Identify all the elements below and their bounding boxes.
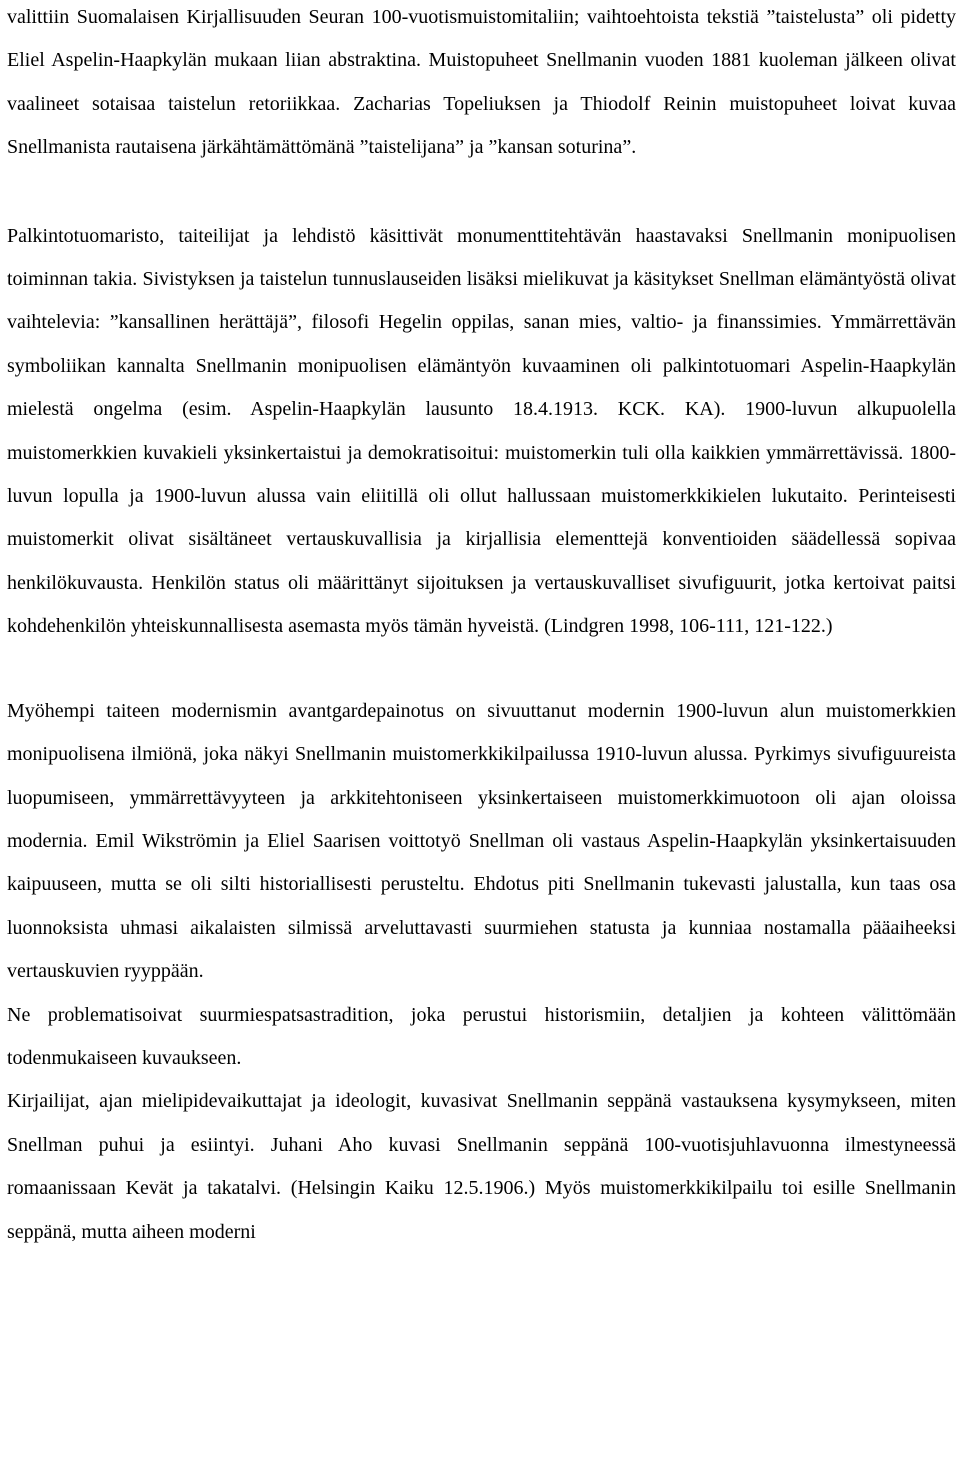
paragraph-2: Palkintotuomaristo, taiteilijat ja lehdistö käsittivät monumenttitehtävän haastavaksi Snellmanin monipuolisen toiminnan takia. Sivistyksen ja taistelun tunnuslauseiden lisäksi mielikuvat ja käsitykset Snellman elämäntyöstä olivat vaihtelevia: ”kansallinen herättäjä”, filosofi Hegelin oppilas, sanan mies, valtio- ja finanssimies. Ymmärrettävän symboliikan kannalta Snellmanin monipuolisen elämäntyön kuvaaminen oli palkintotuomari Aspelin-Haapkylän mielestä ongelma (esim. Aspelin-Haapkylän lausunto 18.4.1913. KCK. KA). 1900-luvun alkupuolella muistomerkkien kuvakieli yksinkertaistui ja demokratisoitui: muistomerkin tuli olla kaikkien ymmärrettävissä. 1800-luvun lopulla ja 1900-luvun alussa vain eliitillä oli ollut hallussaan muistomerkkikielen lukutaito. Perinteisesti muistomerkit olivat sisältäneet vertauskuvallisia ja kirjallisia elementtejä konventioiden säädellessä sopivaa henkilökuvausta. Henkilön status oli määrittänyt sijoituksen ja vertauskuvalliset sivufiguurit, jotka kertoivat paitsi kohdehenkilön yhteiskunnallisesta asemasta myös tämän hyveistä. (Lindgren 1998, 106-111, 121-122.): [7, 224, 956, 638]
paragraph-3: Myöhempi taiteen modernismin avantgardepainotus on sivuuttanut modernin 1900-luvun alun muistomerkkien monipuolisena ilmiönä, joka näkyi Snellmanin muistomerkkikilpailussa 1910-luvun alussa. Pyrkimys sivufiguureista luopumiseen, ymmärrettävyyteen ja arkkitehtoniseen yksinkertaiseen muistomerkkimuotoon oli ajan oloissa modernia. Emil Wikströmin ja Eliel Saarisen voittotyö Snellman oli vastaus Aspelin-Haapkylän yksinkertaisuuden kaipuuseen, mutta se oli silti historiallisesti perusteltu. Ehdotus piti Snellmanin tukevasti jalustalla, kun taas osa luonnoksista uhmasi aikalaisten silmissä arveluttavasti suurmiehen statusta ja kunniaa nostamalla pääaiheeksi vertauskuvien ryyppään.: [7, 699, 956, 983]
paragraph-4: Ne problematisoivat suurmiespatsastradition, joka perustui historismiin, detaljien ja kohteen välittömään todenmukaiseen kuvaukseen.: [7, 1003, 956, 1069]
document-page: [7, 0, 956, 1254]
paragraph-5: Kirjailijat, ajan mielipidevaikuttajat ja ideologit, kuvasivat Snellmanin seppänä vastauksena kysymykseen, miten Snellman puhui ja esiintyi. Juhani Aho kuvasi Snellmanin seppänä 100-vuotisjuhlavuonna ilmestyneessä romaanissaan Kevät ja takatalvi. (Helsingin Kaiku 12.5.1906.) Myös muistomerkkikilpailu toi esille Snellmanin seppänä, mutta aiheen moderni: [7, 1090, 956, 1243]
paragraph-1: valittiin Suomalaisen Kirjallisuuden Seuran 100-vuotismuistomitaliin; vaihtoehtoista tekstiä ”taistelusta” oli pidetty Eliel Aspelin-Haapkylän mukaan liian abstraktina. Muistopuheet Snellmanin vuoden 1881 kuoleman jälkeen olivat vaalineet sotaisaa taistelun retoriikkaa. Zacharias Topeliuksen ja Thiodolf Reinin muistopuheet loivat kuvaa Snellmanista rautaisena järkähtämättömänä ”taistelijana” ja ”kansan soturina”.: [7, 6, 956, 159]
